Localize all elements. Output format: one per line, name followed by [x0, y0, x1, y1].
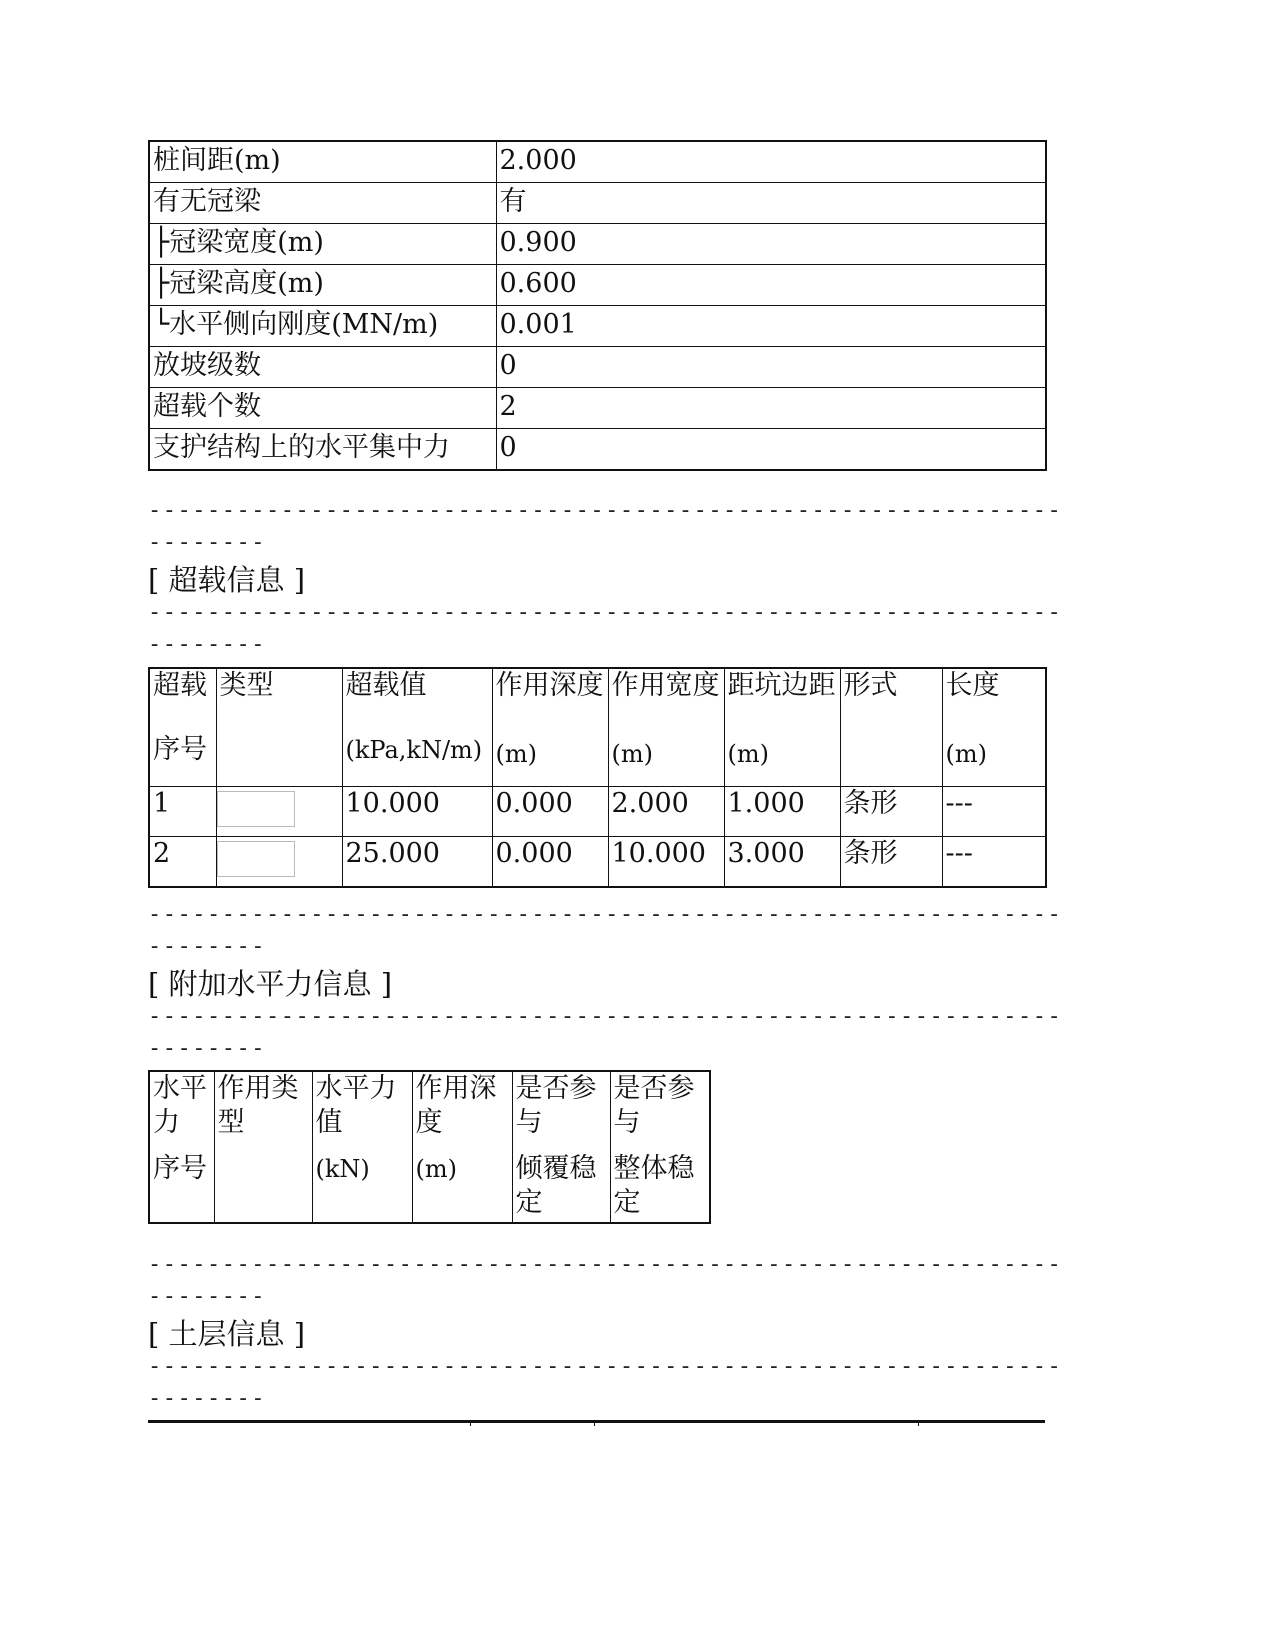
type-field[interactable]: [217, 791, 295, 827]
cell-no: 2: [149, 836, 216, 887]
param-value: 0: [496, 347, 1046, 388]
header-cell: [608, 668, 724, 786]
header-text: (m): [495, 740, 537, 768]
header-cell: [942, 668, 1046, 786]
param-label: 超载个数: [149, 388, 496, 429]
header-text: (m): [727, 740, 769, 768]
header-cell: [214, 1071, 312, 1223]
param-row: [149, 265, 1046, 306]
header-text: 倾覆稳定: [515, 1153, 597, 1218]
param-row: [149, 141, 1046, 183]
cell-length: ---: [942, 836, 1046, 887]
soil-table-divider: [594, 1420, 595, 1426]
cell-form: 条形: [840, 836, 942, 887]
separator-line: --------: [148, 934, 266, 959]
header-text: 作用类型: [217, 1073, 299, 1138]
header-text: 水平力值: [315, 1073, 397, 1138]
param-value: 0: [496, 429, 1046, 471]
header-text: (m): [945, 740, 987, 768]
header-text: 序号: [153, 734, 207, 765]
type-field[interactable]: [217, 841, 295, 877]
table-header-row: [149, 1071, 710, 1223]
separator-line: --------------------------------------------------------------: [148, 902, 1063, 927]
surcharge-table: [148, 667, 1047, 888]
soil-table-divider: [470, 1420, 471, 1426]
header-text: 超载值: [345, 670, 427, 701]
cell-distance: 3.000: [724, 836, 840, 887]
param-value: 有: [496, 183, 1046, 224]
header-text: 距坑边距: [727, 670, 836, 701]
cell-form: 条形: [840, 786, 942, 836]
header-text: 形式: [843, 670, 898, 701]
header-text: 水平力: [153, 1073, 207, 1138]
header-cell: [610, 1071, 710, 1223]
param-label: 桩间距(m): [149, 141, 496, 183]
header-cell: [216, 668, 342, 786]
separator-line: --------: [148, 1036, 266, 1061]
param-label: └水平侧向刚度(MN/m): [149, 306, 496, 347]
param-value: 0.600: [496, 265, 1046, 306]
header-cell: [724, 668, 840, 786]
cell-depth: 0.000: [492, 786, 608, 836]
cell-value: 25.000: [342, 836, 492, 887]
param-row: [149, 224, 1046, 265]
param-value: 2.000: [496, 141, 1046, 183]
param-row: [149, 306, 1046, 347]
header-text: (kN): [315, 1155, 370, 1183]
header-cell: [149, 1071, 214, 1223]
header-cell: [840, 668, 942, 786]
param-row: [149, 429, 1046, 471]
header-cell: [312, 1071, 412, 1223]
separator-line: --------: [148, 530, 266, 555]
cell-distance: 1.000: [724, 786, 840, 836]
header-cell: [342, 668, 492, 786]
param-value: 0.900: [496, 224, 1046, 265]
cell-type: [216, 836, 342, 887]
separator-line: --------: [148, 1386, 266, 1411]
param-value: 0.001: [496, 306, 1046, 347]
header-text: 作用深度: [415, 1073, 497, 1138]
cell-value: 10.000: [342, 786, 492, 836]
table-row: [149, 786, 1046, 836]
separator-line: --------------------------------------------------------------: [148, 600, 1063, 625]
param-row: [149, 183, 1046, 224]
cell-type: [216, 786, 342, 836]
header-cell: [492, 668, 608, 786]
cell-length: ---: [942, 786, 1046, 836]
header-text: 作用宽度: [611, 670, 720, 701]
header-text: (kPa,kN/m): [345, 736, 483, 764]
param-label: ├冠梁宽度(m): [149, 224, 496, 265]
header-text: 超载: [153, 670, 207, 701]
header-cell: [512, 1071, 610, 1223]
separator-line: --------: [148, 1284, 266, 1309]
cell-no: 1: [149, 786, 216, 836]
header-text: 类型: [219, 670, 274, 701]
header-cell: [412, 1071, 512, 1223]
separator-line: --------------------------------------------------------------: [148, 1004, 1063, 1029]
cell-width: 2.000: [608, 786, 724, 836]
param-row: [149, 388, 1046, 429]
param-label: 支护结构上的水平集中力: [149, 429, 496, 471]
table-header-row: [149, 668, 1046, 786]
separator-line: --------: [148, 632, 266, 657]
section-heading-soil: [ 土层信息 ]: [148, 1317, 306, 1351]
cell-depth: 0.000: [492, 836, 608, 887]
header-text: 是否参与: [613, 1073, 695, 1138]
param-label: 放坡级数: [149, 347, 496, 388]
header-text: 是否参与: [515, 1073, 597, 1138]
parameter-table: [148, 140, 1047, 471]
horizontal-force-table: [148, 1070, 711, 1224]
header-text: 作用深度: [495, 670, 604, 701]
separator-line: --------------------------------------------------------------: [148, 1252, 1063, 1277]
header-text: (m): [415, 1155, 457, 1183]
header-text: (m): [611, 740, 653, 768]
param-value: 2: [496, 388, 1046, 429]
header-text: 序号: [153, 1153, 207, 1184]
header-text: 整体稳定: [613, 1153, 695, 1218]
section-heading-surcharge: [ 超载信息 ]: [148, 563, 306, 597]
param-row: [149, 347, 1046, 388]
cell-width: 10.000: [608, 836, 724, 887]
soil-table-top-border: [148, 1420, 1045, 1423]
header-text: 长度: [945, 670, 1000, 701]
param-label: ├冠梁高度(m): [149, 265, 496, 306]
soil-table-divider: [918, 1420, 919, 1426]
param-label: 有无冠梁: [149, 183, 496, 224]
separator-line: --------------------------------------------------------------: [148, 498, 1063, 523]
separator-line: --------------------------------------------------------------: [148, 1354, 1063, 1379]
header-cell: [149, 668, 216, 786]
table-row: [149, 836, 1046, 887]
section-heading-horizontal-force: [ 附加水平力信息 ]: [148, 967, 393, 1001]
